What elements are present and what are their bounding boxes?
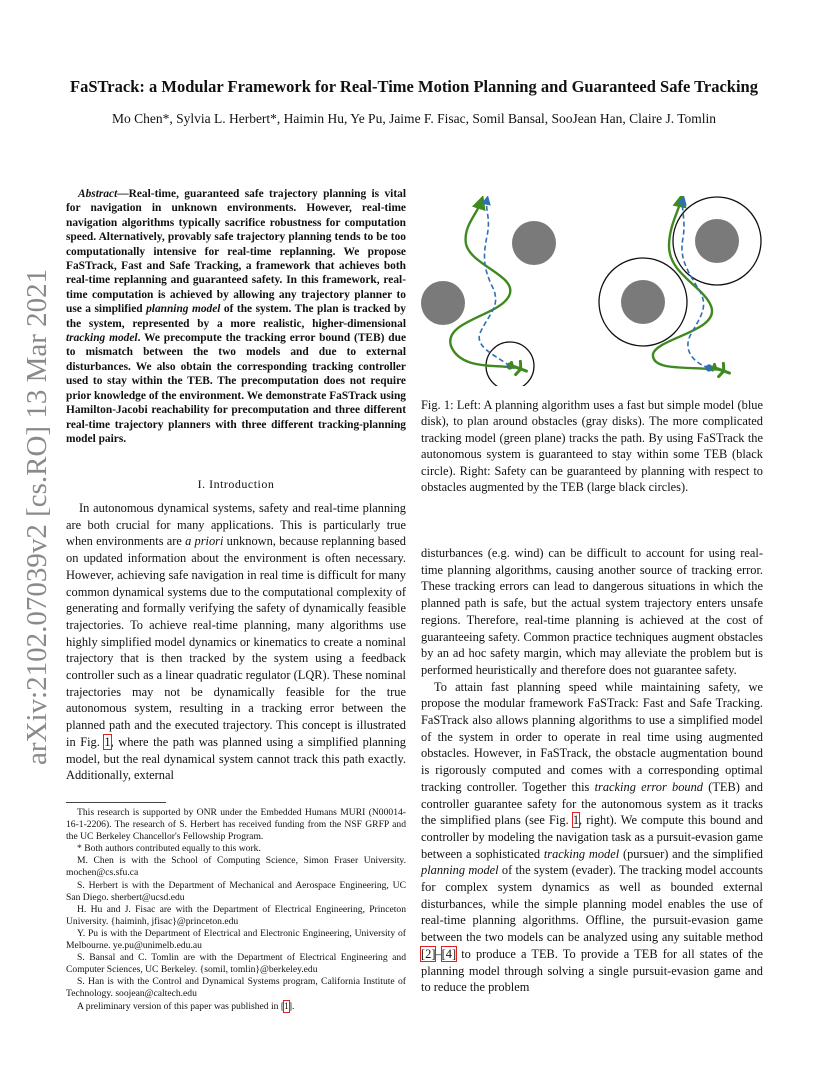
citation-ref-link[interactable]: [2]: [421, 946, 436, 961]
figure-left-panel: [421, 200, 556, 386]
footnote: H. Hu and J. Fisac are with the Department of Electrical Engineering, Princeton University. {haiminh, jfisac}@princeton.edu: [66, 903, 406, 927]
footnote: * Both authors contributed equally to this work.: [77, 843, 261, 855]
obstacle-disk: [695, 219, 739, 263]
footnote: M. Chen is with the School of Computing Science, Simon Fraser University. mochen@cs.sfu.ca: [66, 855, 406, 879]
obstacle-disk: [621, 280, 665, 324]
section-heading-introduction: I. Introduction: [197, 477, 275, 491]
author-list: Mo Chen*, Sylvia L. Herbert*, Haimin Hu, Ye Pu, Jaime F. Fisac, Somil Bansal, SooJean Han, Claire J. Tomlin: [111, 111, 717, 126]
footnote: This research is supported by ONR under the Embedded Humans MURI (N00014-16-1-2206). The research of S. Herbert has received funding from the NSF GRFP and the UC Berkeley Chancellor's Fellowship Program.: [66, 807, 406, 843]
body-paragraph: disturbances (e.g. wind) can be difficult to account for using real-time planning algorithms, causing another source of tracking error. These tracking errors can lead to dangerous situations in which the planned path is safe, but the actual system trajectory enters unsafe regions. Therefore, real-time planning is achieved at the cost of guaranteeing safety. Common practice techniques augment obstacles by an ad hoc safety margin, which may alleviate the problem but is performed heuristically and therefore does not guarantee safety.: [421, 546, 763, 677]
footnote: Y. Pu is with the Department of Electrical and Electronic Engineering, University of Melbourne. ye.pu@unimelb.edu.au: [66, 927, 406, 952]
figure-caption: Fig. 1: Left: A planning algorithm uses a fast but simple model (blue disk), to plan around obstacles (gray disks). The more complicated tracking model (green plane) tracks the path. By using FaSTrack the autonomous system is guaranteed to stay within some TEB (black circle). Right: Safety can be guaranteed by planning with respect to obstacles augmented by the TEB (large black circles).: [421, 398, 763, 495]
right-column-body: [421, 545, 763, 996]
planned-path: [479, 200, 510, 366]
abstract-label: Abstract: [78, 188, 118, 200]
body-paragraph: To attain fast planning speed while maintaining safety, we propose the modular framework FaSTrack: Fast and Safe Tracking. FaSTrack also allows planning algorithms to use a simplified model of the system in order to operate in real time using augmented obstacles. However, in FaSTrack, the obstacle augmentation bound is rigorously computed and comes with a corresponding optimal tracking controller. Together this tracking error bound (TEB) and controller guarantee safety for the autonomous system as it tracks the simplified plans (see Fig. 1, right). We compute this bound and controller by modeling the navigation task as a pursuit-evasion game between a sophisticated tracking model (pursuer) and the simplified planning model of the system (evader). The tracking model accounts for complex system dynamics as well as bounded external disturbances, while the simple planning model enables the use of real-time planning algorithms. Offline, the pursuit-evasion game between the two models can be analyzed using any suitable method [2]–[4] to produce a TEB. To provide a TEB for all states of the planning model through solving a single pursuit-evasion game and to reduce the problem: [421, 679, 764, 995]
figure-ref-link[interactable]: 1: [572, 813, 580, 828]
footnotes: [66, 807, 406, 1013]
citation-ref-link[interactable]: [4]: [441, 946, 457, 961]
abstract: Abstract—Real-time, guaranteed safe trajectory planning is vital for navigation in unknown environments. However, real-time navigation algorithms typically sacrifice robustness for computation speed. Alternatively, provably safe trajectory planning tends to be too computationally intensive for real-time replanning. We propose FaSTrack, Fast and Safe Tracking, a framework that achieves both real-time replanning and guaranteed safety. In this framework, real-time computation is achieved by allowing any trajectory planner to use a simplified planning model of the system. The plan is tracked by the system, represented by a more realistic, higher-dimensional tracking model. We precompute the tracking error bound (TEB) due to mismatch between the two models and due to external disturbances. We also obtain the corresponding tracking controller used to stay within the TEB. The precomputation does not require prior knowledge of the environment. We demonstrate FaSTrack using Hamilton-Jacobi reachability for precomputation and three different real-time trajectory planners with three different tracking-planning model pairs.: [66, 188, 407, 445]
obstacle-disk: [512, 221, 556, 265]
footnote: S. Herbert is with the Department of Mechanical and Aerospace Engineering, UC San Diego. sherbert@ucsd.edu: [66, 879, 406, 903]
figure-right-panel: [599, 197, 761, 380]
footnote: A preliminary version of this paper was published in [1].: [77, 1000, 295, 1012]
footnote: S. Bansal and C. Tomlin are with the Department of Electrical Engineering and Computer Sciences, UC Berkeley. {somil, tomlin}@berkeley.edu: [66, 952, 406, 976]
footnote-divider: [66, 802, 166, 803]
plane-icon: [507, 358, 529, 377]
plane-icon: [710, 360, 732, 379]
citation-ref-link[interactable]: 1: [284, 1000, 289, 1012]
introduction-column: [66, 500, 406, 784]
intro-paragraph: In autonomous dynamical systems, safety and real-time planning are both crucial for many applications. This is particularly true when environments are a priori unknown, because replanning based on updated information about the environment is often necessary. However, achieving safe navigation in real time is difficult for many common dynamical systems due to the computational complexity of generating and formally verifying the safety of dynamically feasible trajectories. To achieve real-time planning, many algorithms use highly simplified model dynamics or kinematics to create a nominal trajectory that is then tracked by the system using a feedback controller such as a linear quadratic regulator (LQR). These nominal trajectories may not be dynamically feasible for the true autonomous system, resulting in a tracking error between the planned path and the executed trajectory. This concept is illustrated in Fig. 1, where the path was planned using a simplified planning model, but the real dynamical system cannot track this path exactly. Additionally, external: [66, 501, 406, 783]
footnote: S. Han is with the Control and Dynamical Systems program, California Institute of Technology. soojean@caltech.edu: [66, 976, 406, 1000]
paper-title: FaSTrack: a Modular Framework for Real-Time Motion Planning and Guaranteed Safe Tracking: [70, 77, 758, 96]
figure-1: [421, 196, 763, 386]
figure-ref-link[interactable]: 1: [104, 734, 111, 749]
obstacle-disk: [421, 281, 465, 325]
arxiv-watermark: arXiv:2102.07039v2 [cs.RO] 13 Mar 2021: [21, 268, 53, 765]
